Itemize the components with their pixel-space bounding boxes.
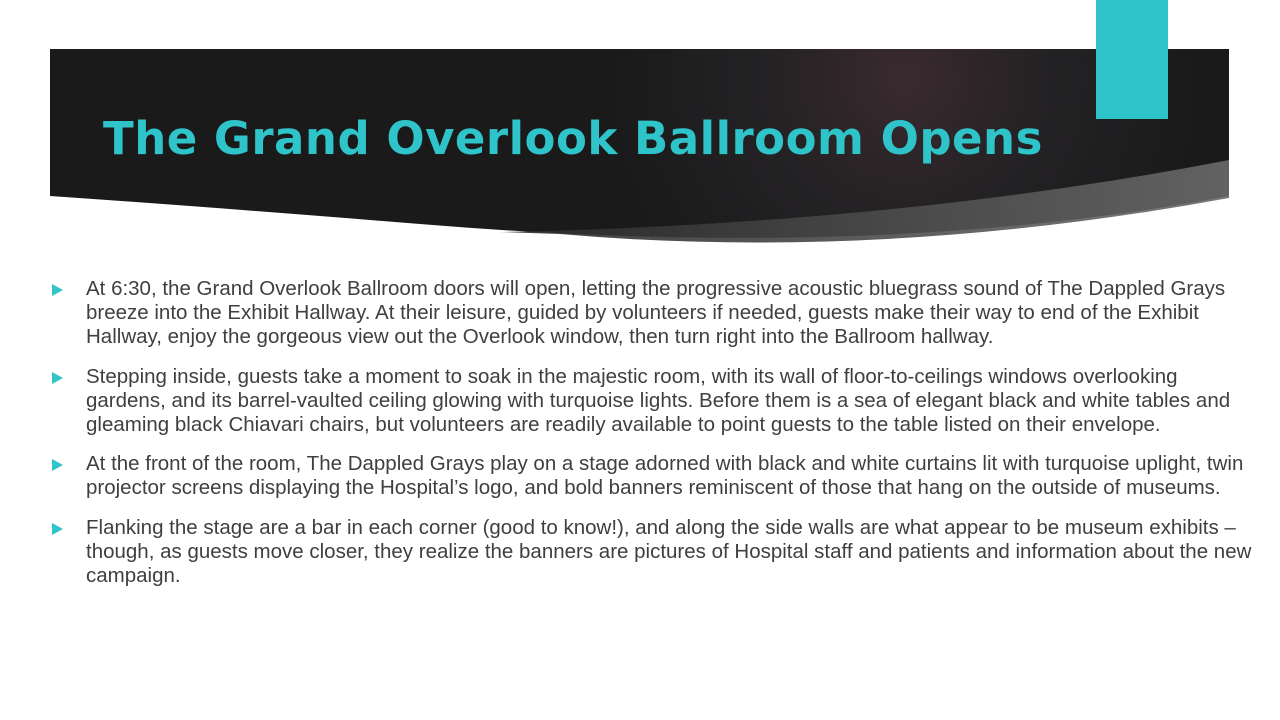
accent-tab: [1096, 0, 1168, 119]
bullet-text: At the front of the room, The Dappled Grays play on a stage adorned with black and white curtains lit with turquoise uplight, twin projector screens displaying the Hospital’s logo, and bold banners reminiscent of those that hang on the outside of museums.: [86, 452, 1244, 500]
bullet-text: At 6:30, the Grand Overlook Ballroom doors will open, letting the progressive acoustic bluegrass sound of The Dappled Grays breeze into the Exhibit Hallway. At their leisure, guided by volunteers if needed, guests make their way to end of the Exhibit Hallway, enjoy the gorgeous view out the Overlook window, then turn right into the Ballroom hallway.: [86, 277, 1226, 349]
triangle-bullet-icon: [52, 372, 63, 384]
triangle-bullet-icon: [52, 459, 63, 471]
bullet-item: [52, 452, 1252, 500]
triangle-bullet-icon: [52, 523, 63, 535]
bullet-text: Flanking the stage are a bar in each corner (good to know!), and along the side walls are what appear to be museum exhibits – though, as guests move closer, they realize the banners are pictures of Hospital staff and patients and information about the new campaign.: [86, 515, 1252, 588]
bullet-item: [52, 516, 1252, 589]
bullet-list: [52, 277, 1252, 603]
triangle-bullet-icon: [52, 284, 63, 296]
bullet-item: [52, 365, 1252, 438]
bullet-item: [52, 277, 1252, 350]
slide-title: The Grand Overlook Ballroom Opens: [103, 112, 1043, 165]
bullet-text: Stepping inside, guests take a moment to soak in the majestic room, with its wall of floor-to-ceilings windows overlooking gardens, and its barrel-vaulted ceiling glowing with turquoise lights. Before them is a sea of elegant black and white tables and gleaming black Chiavari chairs, but volunteers are readily available to point guests to the table listed on their envelope.: [86, 364, 1231, 437]
